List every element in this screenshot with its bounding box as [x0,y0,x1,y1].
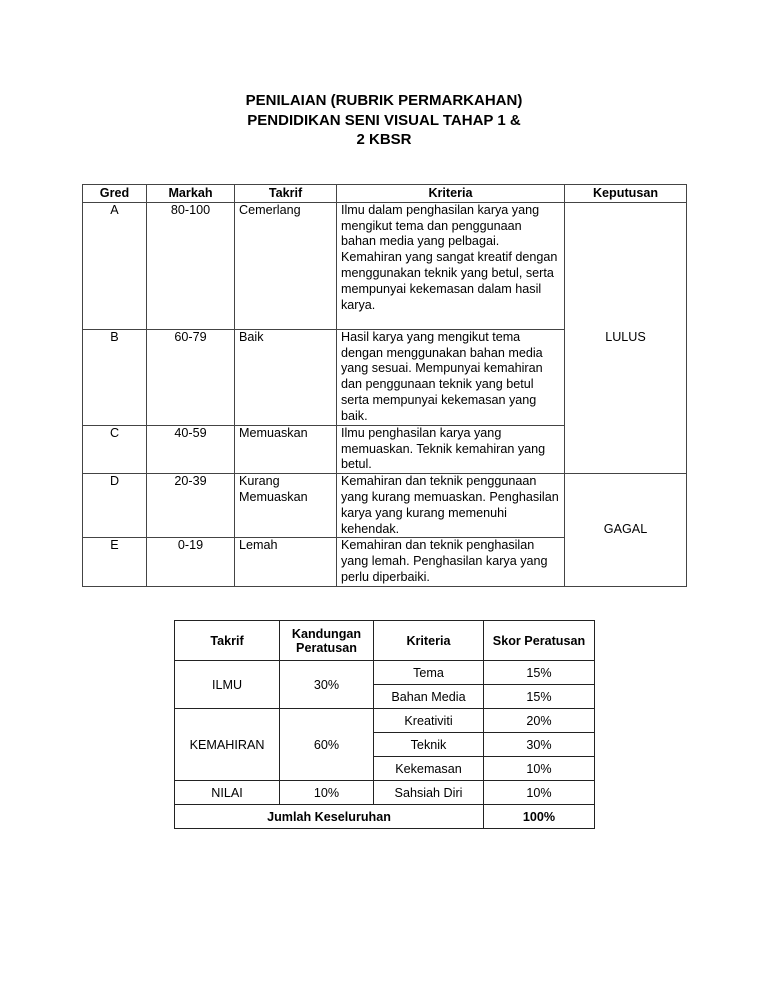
markah-cell: 0-19 [147,538,235,586]
total-row [175,805,595,829]
total-value: 100% [484,805,595,829]
title-line-2: PENDIDIKAN SENI VISUAL TAHAP 1 & [247,111,521,129]
skor-cell: 15% [484,685,595,709]
header-gred: Gred [83,185,147,203]
skor-cell: 10% [484,781,595,805]
skor-cell: 30% [484,733,595,757]
header-markah: Markah [147,185,235,203]
takrif-cell: Kurang Memuaskan [235,474,337,538]
kriteria-cell: Tema [374,661,484,685]
kriteria-cell: Sahsiah Diri [374,781,484,805]
kriteria-cell: Bahan Media [374,685,484,709]
kriteria-cell: Kreativiti [374,709,484,733]
kandungan-cell: 30% [280,661,374,709]
skor-cell: 10% [484,757,595,781]
kandungan-cell: 60% [280,709,374,781]
header-kriteria: Kriteria [374,621,484,661]
table-row [83,474,687,538]
takrif-cell: Memuaskan [235,425,337,473]
markah-cell: 40-59 [147,425,235,473]
takrif-cell: NILAI [175,781,280,805]
kriteria-cell: Teknik [374,733,484,757]
takrif-cell: ILMU [175,661,280,709]
skor-cell: 20% [484,709,595,733]
markah-cell: 80-100 [147,202,235,329]
takrif-cell: Lemah [235,538,337,586]
decision-fail: GAGAL [565,474,687,587]
grade-table-header-row [83,185,687,203]
table-row [83,202,687,329]
header-keputusan: Keputusan [565,185,687,203]
table-row [175,781,595,805]
takrif-cell: Baik [235,329,337,425]
title-line-1: PENILAIAN (RUBRIK PERMARKAHAN) [245,92,523,109]
gred-cell: C [83,425,147,473]
header-takrif: Takrif [235,185,337,203]
kriteria-cell: Kemahiran dan teknik penggunaan yang kurang memuaskan. Penghasilan karya yang kurang memenuhi kehendak. [337,474,565,538]
weightage-table [174,620,595,829]
header-takrif: Takrif [175,621,280,661]
kriteria-cell: Kemahiran dan teknik penghasilan yang lemah. Penghasilan karya yang perlu diperbaiki. [337,538,565,586]
kriteria-cell: Kekemasan [374,757,484,781]
gred-cell: E [83,538,147,586]
weight-table-header-row [175,621,595,661]
skor-cell: 15% [484,661,595,685]
gred-cell: D [83,474,147,538]
header-skor-peratusan: Skor Peratusan [484,621,595,661]
gred-cell: B [83,329,147,425]
page-title [0,91,768,150]
kriteria-cell: Ilmu penghasilan karya yang memuaskan. Teknik kemahiran yang betul. [337,425,565,473]
kandungan-cell: 10% [280,781,374,805]
decision-pass: LULUS [565,202,687,473]
header-kandungan-peratusan: Kandungan Peratusan [280,621,374,661]
markah-cell: 60-79 [147,329,235,425]
takrif-cell: KEMAHIRAN [175,709,280,781]
kriteria-cell: Ilmu dalam penghasilan karya yang mengikut tema dan penggunaan bahan media yang pelbagai. Kemahiran yang sangat kreatif dengan menggunakan teknik yang betul, serta mempunyai kekemasan dalam hasil karya. [337,202,565,329]
title-line-3: 2 KBSR [356,131,412,148]
total-label: Jumlah Keseluruhan [175,805,484,829]
table-row [175,661,595,685]
markah-cell: 20-39 [147,474,235,538]
gred-cell: A [83,202,147,329]
header-kriteria: Kriteria [337,185,565,203]
takrif-cell: Cemerlang [235,202,337,329]
table-row [175,709,595,733]
kriteria-cell: Hasil karya yang mengikut tema dengan menggunakan bahan media yang sesuai. Mempunyai kemahiran dan penggunaan teknik yang betul serta mempunyai kekemasan yang baik. [337,329,565,425]
grade-rubric-table [82,184,687,587]
